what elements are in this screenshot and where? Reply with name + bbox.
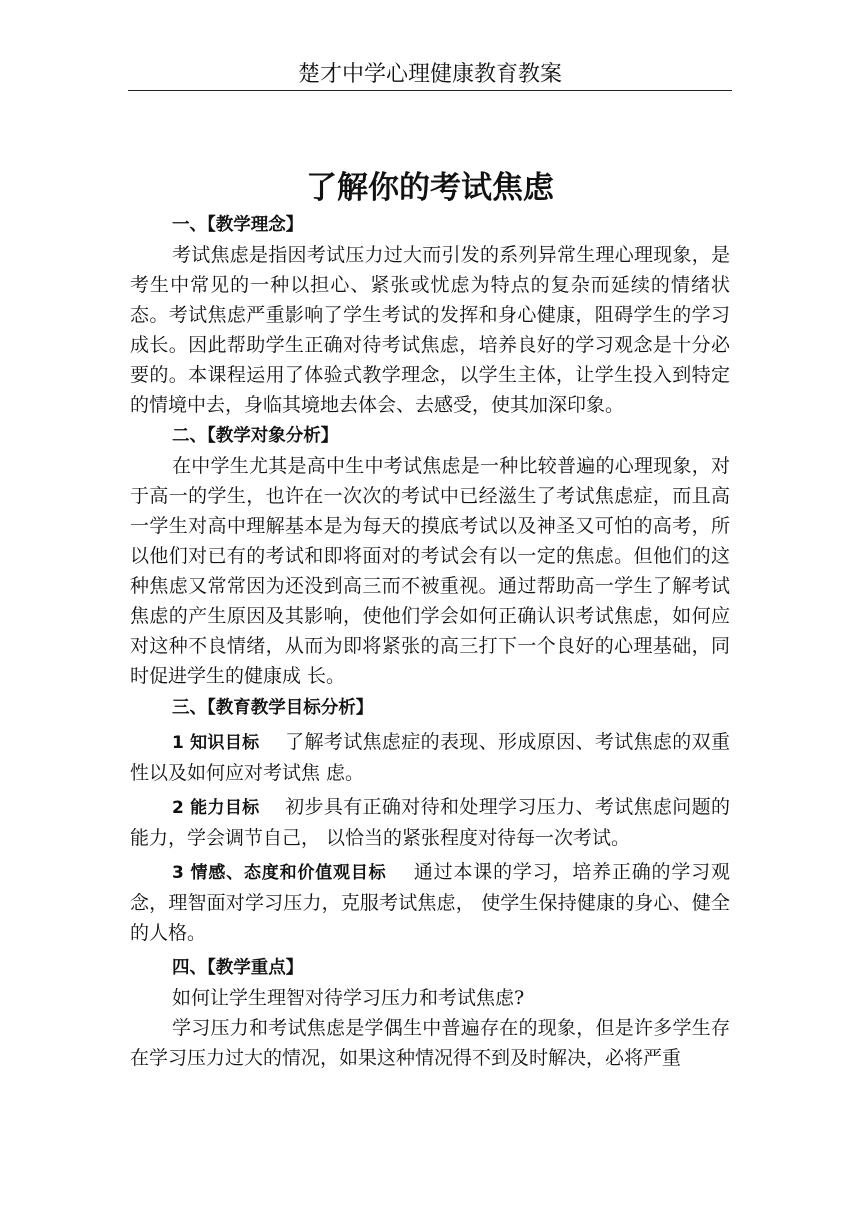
document-body xyxy=(130,210,730,1073)
section-heading-student-analysis: 二、【教学对象分析】 xyxy=(172,426,339,446)
goal-text: 了解考试焦虑症的表现、形成原因、考试焦虑的双重性以及如何应对考试焦 虑。 xyxy=(130,731,730,784)
header-rule xyxy=(128,90,732,91)
teaching-philosophy-paragraph: 考试焦虑是指因考试压力过大而引发的系列异常生理心理现象，是考生中常见的一种以担心、紧张或忧虑为特点的复杂而延续的情绪状态。考试焦虑严重影响了学生考试的发挥和身心健康，阻碍学生的学习成长。因此帮助学生正确对待考试焦虑，培养良好的学习观念是十分必要的。本课程运用了体验式教学理念，以学生主体，让学生投入到特定的情境中去，身临其境地去体会、去感受，使其加深印象。 xyxy=(130,244,730,416)
section-heading-key-points: 四、【教学重点】 xyxy=(172,958,304,978)
goal-label: 1 知识目标 xyxy=(172,733,260,753)
document-header: 楚才中学心理健康教育教案 xyxy=(297,62,562,87)
document-title: 了解你的考试焦虑 xyxy=(306,170,554,206)
section-heading-teaching-philosophy: 一、【教学理念】 xyxy=(172,215,304,235)
knowledge-goal-paragraph xyxy=(130,727,730,788)
ability-goal-paragraph xyxy=(130,792,730,853)
attitude-goal-paragraph xyxy=(130,857,730,948)
goal-text: 通过本课的学习，培养正确的学习观念，理智面对学习压力，克服考试焦虑， 使学生保持健康的身心、健全的人格。 xyxy=(130,861,730,944)
goal-text: 初步具有正确对待和处理学习压力、考试焦虑问题的能力，学会调节自己， 以恰当的紧张程度对待每一次考试。 xyxy=(130,796,730,849)
student-analysis-paragraph: 在中学生尤其是高中生中考试焦虑是一种比较普遍的心理现象，对于高一的学生，也许在一次次的考试中已经滋生了考试焦虑症，而且高一学生对高中理解基本是为每天的摸底考试以及神圣又可怕的高考，所以他们对已有的考试和即将面对的考试会有以一定的焦虑。但他们的这种焦虑又常常因为还没到高三而不被重视。通过帮助高一学生了解考试焦虑的产生原因及其影响，使他们学会如何正确认识考试焦虑，如何应对这种不良情绪，从而为即将紧张的高三打下一个良好的心理基础，同时促进学生的健康成 长。 xyxy=(130,455,730,687)
section-heading-objectives: 三、【教育教学目标分析】 xyxy=(172,698,374,718)
key-point-question: 如何让学生理智对待学习压力和考试焦虑? xyxy=(172,987,525,1009)
goal-label: 2 能力目标 xyxy=(172,798,260,818)
goal-label: 3 情感、态度和价值观目标 xyxy=(172,863,387,883)
key-point-paragraph: 学习压力和考试焦虑是学偶生中普遍存在的现象，但是许多学生存在学习压力过大的情况，如果这种情况得不到及时解决，必将严重 xyxy=(130,1017,730,1069)
